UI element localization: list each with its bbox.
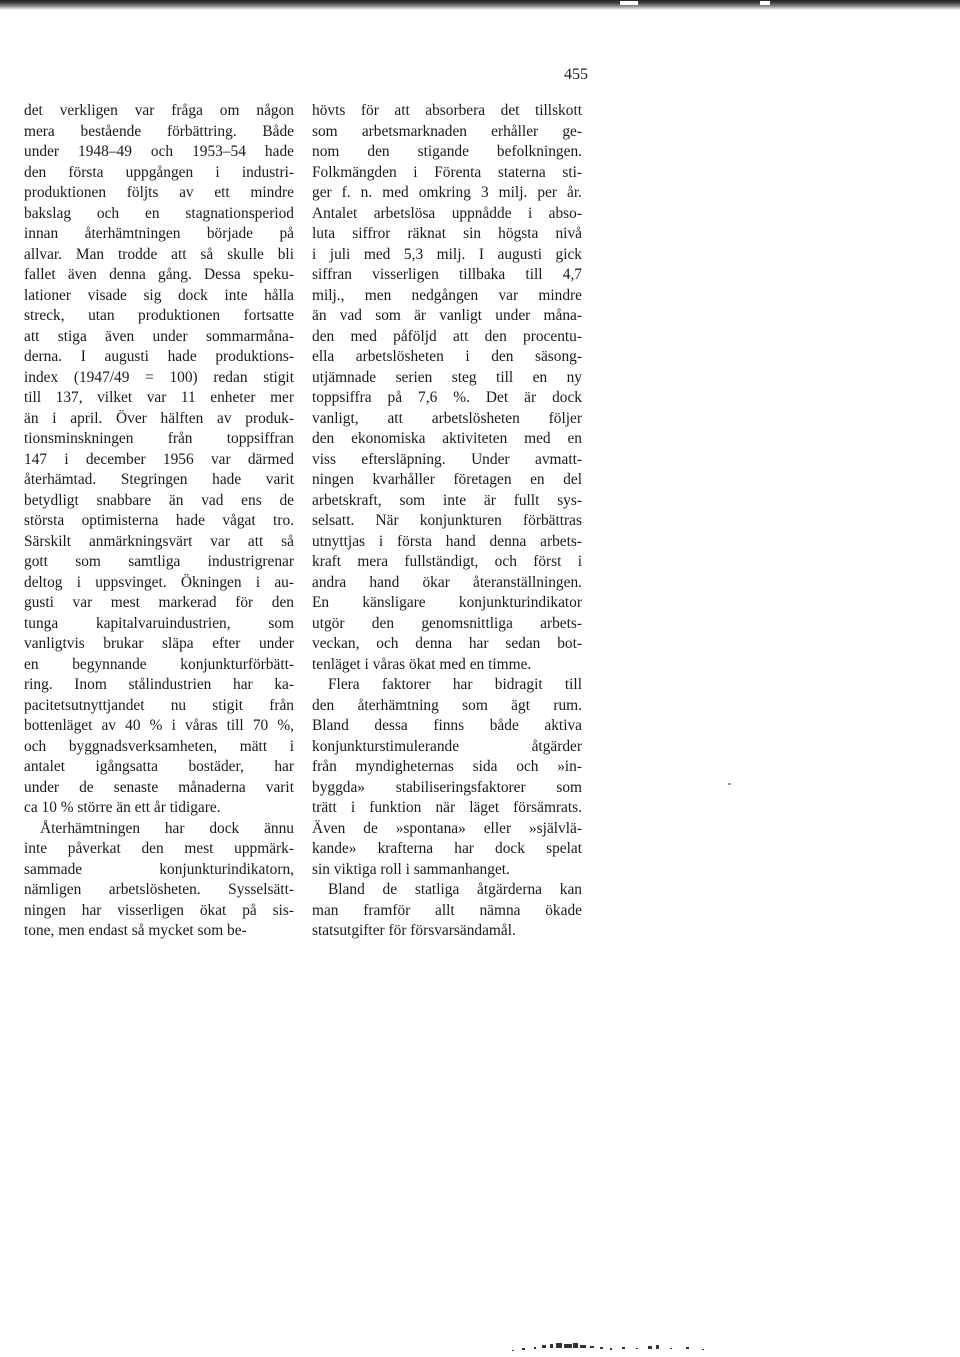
text-line: mera bestående förbättring. Både [24,122,294,140]
text-line: än vad som är vanligt under måna- [312,307,582,324]
text-line: ella arbetslösheten i den säsong- [312,348,582,365]
text-line: gott som samtliga industrigrenar [24,553,294,570]
text-column-right [312,101,582,942]
text-line: lationer visade sig dock inte hålla [24,286,294,304]
text-line: byggda» stabiliseringsfaktorer som [312,778,582,796]
text-line: utgör den genomsnittliga arbets- [312,614,582,632]
scan-edge-nick [760,1,770,5]
text-line: deltog i uppsvinget. Ökningen i au- [24,573,294,591]
text-line: selsatt. När konjunkturen förbättras [312,512,582,529]
text-line: Folkmängden i Förenta staterna sti- [312,163,582,181]
text-line: ningen kvarhåller företagen en del [312,471,582,488]
text-line: tenläget i våras ökat med en timme. [312,655,532,673]
text-line: under 1948–49 och 1953–54 hade [24,143,294,160]
text-line: man framför allt nämna ökade [312,901,582,919]
text-line: toppsiffra på 7,6 %. Det är dock [312,389,582,406]
text-line: antalet igångsatta bostäder, har [24,758,294,775]
text-line: allvar. Man trodde att så skulle bli [24,245,294,263]
text-line: ca 10 % större än ett år tidigare. [24,799,221,816]
text-line: utjämnade serien steg till en ny [312,368,582,386]
text-line: bottenläget av 40 % i våras till 70 %, [24,717,294,734]
text-line: tionsminskningen från toppsiffran [24,430,294,447]
text-line: konjunkturstimulerande åtgärder [312,737,582,755]
text-line: vanligtvis brukar släpa efter under [24,635,294,652]
text-line: bakslag och en stagnationsperiod [24,204,294,222]
text-line: en begynnande konjunkturförbätt- [24,655,294,673]
scan-speck [728,783,731,785]
text-line: ring. Inom stålindustrien har ka- [24,676,294,693]
text-line: sammade konjunkturindikatorn, [24,860,294,878]
text-line: Flera faktorer har bidragit till [328,676,582,693]
text-line: andra hand ökar återanställningen. [312,573,582,591]
text-line: från myndigheternas sida och »in- [312,758,582,775]
text-line: arbetskraft, som inte är fullt sys- [312,491,582,509]
text-line: sin viktiga roll i sammanhanget. [312,860,510,878]
text-line: Återhämtningen har dock ännu [40,819,294,837]
text-line: den med påföljd att den procentu- [312,327,582,345]
text-line: än i april. Över hälften av produk- [24,409,294,427]
text-line: att stiga även under sommarmåna- [24,327,294,345]
text-line: i juli med 5,3 milj. I augusti gick [312,245,582,263]
text-line: den första uppgången i industri- [24,163,294,181]
text-line: fallet även denna gång. Dessa speku- [24,266,294,283]
text-line: hövts för att absorbera det tillskott [312,102,582,119]
text-line: den ekonomiska aktiviteten med en [312,430,582,447]
text-line: den återhämtning som ägt rum. [312,696,582,714]
text-line: kande» krafterna har dock spelat [312,840,582,857]
text-line: och byggnadsverksamheten, mätt i [24,737,294,755]
text-line: nom den stigande befolkningen. [312,143,582,160]
text-line: En känsligare konjunkturindikator [312,594,582,611]
text-line: vanligt, att arbetslösheten följer [312,409,582,427]
text-line: luta siffror räknat sin högsta nivå [312,225,582,242]
scan-edge-top [0,0,960,10]
scan-edge-nick [620,1,638,5]
text-line: derna. I augusti hade produktions- [24,348,294,365]
text-column-left [24,101,294,942]
text-line: största optimisterna hade vågat tro. [24,512,294,529]
text-line: betydligt snabbare än vad ens de [24,491,294,509]
page-number: 455 [564,66,588,83]
text-line: milj., men nedgången var mindre [312,286,582,304]
text-line: Även de »spontana» eller »självlä- [312,819,582,837]
text-line: inte påverkat den mest uppmärk- [24,840,294,857]
text-line: viss eftersläpning. Under avmatt- [312,450,582,468]
scan-noise-bottom [510,1335,730,1357]
text-line: pacitetsutnyttjandet nu stigit från [24,696,294,714]
text-line: 147 i december 1956 var därmed [24,450,294,468]
text-line: siffran visserligen tillbaka till 4,7 [312,266,582,283]
text-line: Antalet arbetslösa uppnådde i abso- [312,204,582,222]
text-line: tunga kapitalvaruindustrien, som [24,614,294,632]
text-line: till 137, vilket var 11 enheter mer [24,389,294,406]
text-line: återhämtad. Stegringen hade varit [24,471,294,488]
text-line: ningen har visserligen ökat på sis- [24,901,294,919]
text-line: veckan, och denna har sedan bot- [312,635,582,652]
text-line: gusti var mest markerad för den [24,594,294,611]
text-line: utnyttjas i första hand denna arbets- [312,532,582,550]
text-line: streck, utan produktionen fortsatte [24,307,294,324]
text-line: Bland de statliga åtgärderna kan [328,881,582,898]
text-line: tone, men endast så mycket som be- [24,922,247,939]
text-line: Bland dessa finns både aktiva [312,717,582,734]
text-line: som arbetsmarknaden erhåller ge- [312,122,582,140]
text-line: under de senaste månaderna varit [24,778,294,796]
text-line: kraft mera fullständigt, och först i [312,553,582,570]
text-line: trätt i funktion när läget försämrats. [312,799,582,816]
text-line: index (1947/49 = 100) redan stigit [24,368,294,386]
text-line: produktionen följts av ett mindre [24,184,294,201]
text-line: det verkligen var fråga om någon [24,102,294,119]
text-line: innan återhämtningen började på [24,225,294,242]
text-line: nämligen arbetslösheten. Sysselsätt- [24,881,294,898]
text-line: ger f. n. med omkring 3 milj. per år. [312,184,582,201]
text-line: Särskilt anmärkningsvärt var att så [24,532,294,550]
text-line: statsutgifter för försvarsändamål. [312,922,516,939]
